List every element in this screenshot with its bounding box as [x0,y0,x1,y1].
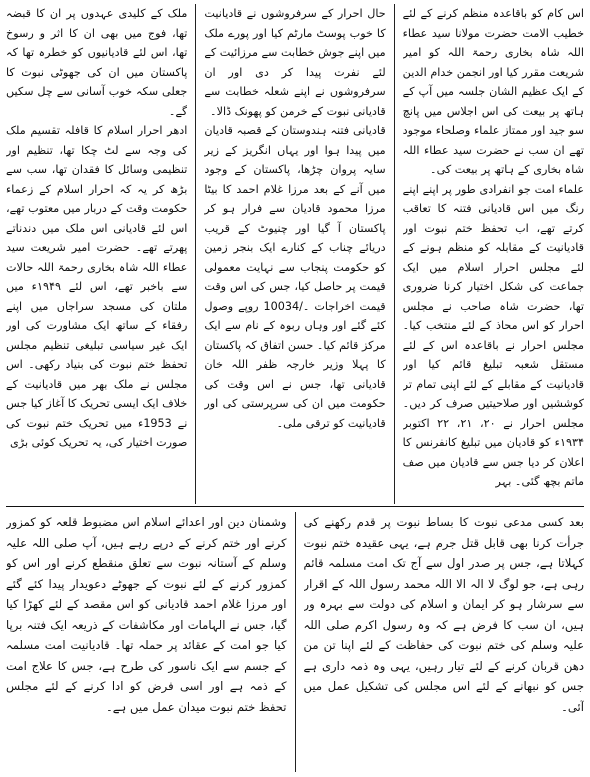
paragraph: حال احرار کے سرفروشوں نے قادیانیت کا خوب پوسٹ مارٹم کیا اور پورے ملک میں اپنے جوش خطابت سے مرزائیت کے لئے نفرت پیدا کر دی اور ان سرفروشوں نے اپنے شعلہ خطابت سے قادیانی نبوت کے خرمن کو پھونک ڈالا۔ [204,7,386,118]
article-column-middle [204,4,385,504]
paragraph: ادھر احرار اسلام کا قافلہ تقسیم ملک کی وجہ سے لٹ چکا تھا، تنظیم اور تنظیمی وسائل کا فقدان تھا، سب سے بڑھ کر یہ کہ احرار اسلام کے زعماء حکومت وقت کے دربار میں معتوب تھے، اس لئے قادیانی اس ملک میں دندناتے پھرتے تھے۔ حضرت امیر شریعت سید عطاء اللہ شاہ بخاری رحمۃ اللہ حالات سے باخبر تھے، اس لئے ۱۹۴۹ء میں ملتان کی مسجد سراجاں میں اپنے رفقاء کے ساتھ ایک مشاورت کی اور ایک غیر سیاسی تبلیغی تنظیم مجلس تحفظ ختم نبوت کی بنیاد رکھی۔ اس مجلس نے ملک بھر میں قادیانیت کے خلاف ایک ایسی تحریک کا آغاز کیا جس نے 1953ء میں تحریک ختم نبوت کی صورت اختیار کی، یہ تحریک کوئی بڑی [6,124,188,449]
lower-column-left [6,512,287,772]
paragraph: بعد کسی مدعی نبوت کا بساط نبوت پر قدم رکھنے کی جرأت کرنا بھی قابل قتل جرم ہے، یہی عقیدہ ختم نبوت کہلاتا ہے، جس پر صدر اول سے آج تک امت مسلمہ قائم رہی ہے، جو لوگ لا الہ الا اللہ محمد رسول اللہ کے اقرار سے سرشار ہو کر ایمان و اسلام کی دولت سے بہرہ ور ہیں، ان سب کا فرض ہے کہ وہ رسول اکرم صلی اللہ علیہ وسلم کی ختم نبوت کی حفاظت کے لئے اپنا تن من دھن قربان کرنے کے لئے تیار رہیں، یہی وہ ذمہ داری ہے جس کو نبھانے کے لئے اس مجلس کی تشکیل عمل میں آئی۔ [303,515,584,714]
article-column-left [6,4,187,504]
lower-column-right [304,512,585,772]
paragraph: ملک کے کلیدی عہدوں پر ان کا قبضہ تھا، فوج میں بھی ان کا اثر و رسوخ تھا، اس لئے قادیانیوں کو خطرہ تھا کہ پاکستان میں ان کی جھوٹی نبوت کا جعلی سکہ خوب آسانی سے چل سکیں گے۔ [6,7,188,118]
column-divider [394,4,395,504]
article-column-right [403,4,584,504]
section-divider [6,506,584,507]
paragraph: علماء امت جو انفرادی طور پر اپنے اپنے رنگ میں اس قادیانی فتنہ کا تعاقب کرتے تھے، اب تحفظ ختم نبوت اور قادیانیت کے مقابلہ کو منظم ہونے کے لئے مجلس احرار اسلام میں ایک جماعت کی شکل اختیار کرنا ضروری تھا، حضرت شاہ صاحب نے مجلس احرار کو اس محاذ کے لئے منتخب کیا۔ مجلس احرار نے باقاعدہ اس کے لئے مستقل شعبہ تبلیغ قائم کیا اور قادیانیت کے مقابلے کے لئے اپنی تمام تر کوششیں اور صلاحیتیں صرف کر دیں۔ مجلس احرار نے ۲۰، ۲۱، ۲۲ اکتوبر ۱۹۳۴ء کو قادیان میں تبلیغ کانفرنس کا اعلان کر دیا جس سے قادیان میں صف ماتم بچھ گئی۔ بہر [402,182,584,488]
paragraph: اس کام کو باقاعدہ منظم کرنے کے لئے خطیب الامت حضرت مولانا سید عطاء اللہ شاہ بخاری رحمۃ اللہ کو امیر شریعت مقرر کیا اور انجمن خدام الدین کے ایک عظیم الشان جلسہ میں آپ کے ہاتھ پر بیعت کی اس اجلاس میں پانچ سو جید اور ممتاز علماء وصلحاء موجود تھے ان سب نے حضرت سید عطاء اللہ شاہ بخاری کے ہاتھ پر بیعت کی۔ [402,7,584,176]
paragraph: قادیانی فتنہ ہندوستان کے قصبہ قادیان میں پیدا ہوا اور یہاں انگریز کے زیر سایہ پروان چڑھا، پاکستان کے وجود میں آنے کے بعد مرزا غلام احمد کا بیٹا مرزا محمود قادیان سے فرار ہو کر پاکستان آ گیا اور چنیوٹ کے قریب دریائے چناب کے کنارے ایک بنجر زمین کو حکومت پنجاب سے نہایت معمولی قیمت پر حاصل کیا، جس کی اس وقت قیمت اخراجات ۔/10034 روپے وصول کئے گئے اور وہاں ربوہ کے نام سے ایک مرکز قائم کیا۔ حسن اتفاق کہ پاکستان کا پہلا وزیر خارجہ ظفر اللہ خان قادیانی تھا، جس نے اس وقت کی حکومت میں ان کی سرپرستی کی اور قادیانیت کو ترقی ملی۔ [204,124,386,430]
column-divider [195,4,196,504]
column-divider [295,512,296,772]
lower-section [6,512,584,772]
paragraph: وشمنان دین اور اعدائے اسلام اس مضبوط قلعہ کو کمزور کرنے اور ختم کرنے کے درپے رہے ہیں، آپ صلی اللہ علیہ وسلم کے آستانہ نبوت سے تعلق منقطع کرنے اور اس کو کمزور کرنے کے لئے نبوت کے جھوٹے دعویدار پیدا کئے گئے اور مرزا غلام احمد قادیانی کو اس مقصد کے لئے کھڑا کیا گیا، جس نے الہامات اور مکاشفات کے ذریعہ ایک فتنہ برپا کیا جو امت کے عقائد پر حملہ تھا۔ قادیانیت امت مسلمہ کے جسم سے ایک ناسور کی طرح ہے، جس کا علاج امت کے ذمہ ہے اور اسی فرض کو ادا کرنے کے لئے مجلس تحفظ ختم نبوت میدان عمل میں ہے۔ [6,515,287,714]
upper-section [6,4,584,504]
